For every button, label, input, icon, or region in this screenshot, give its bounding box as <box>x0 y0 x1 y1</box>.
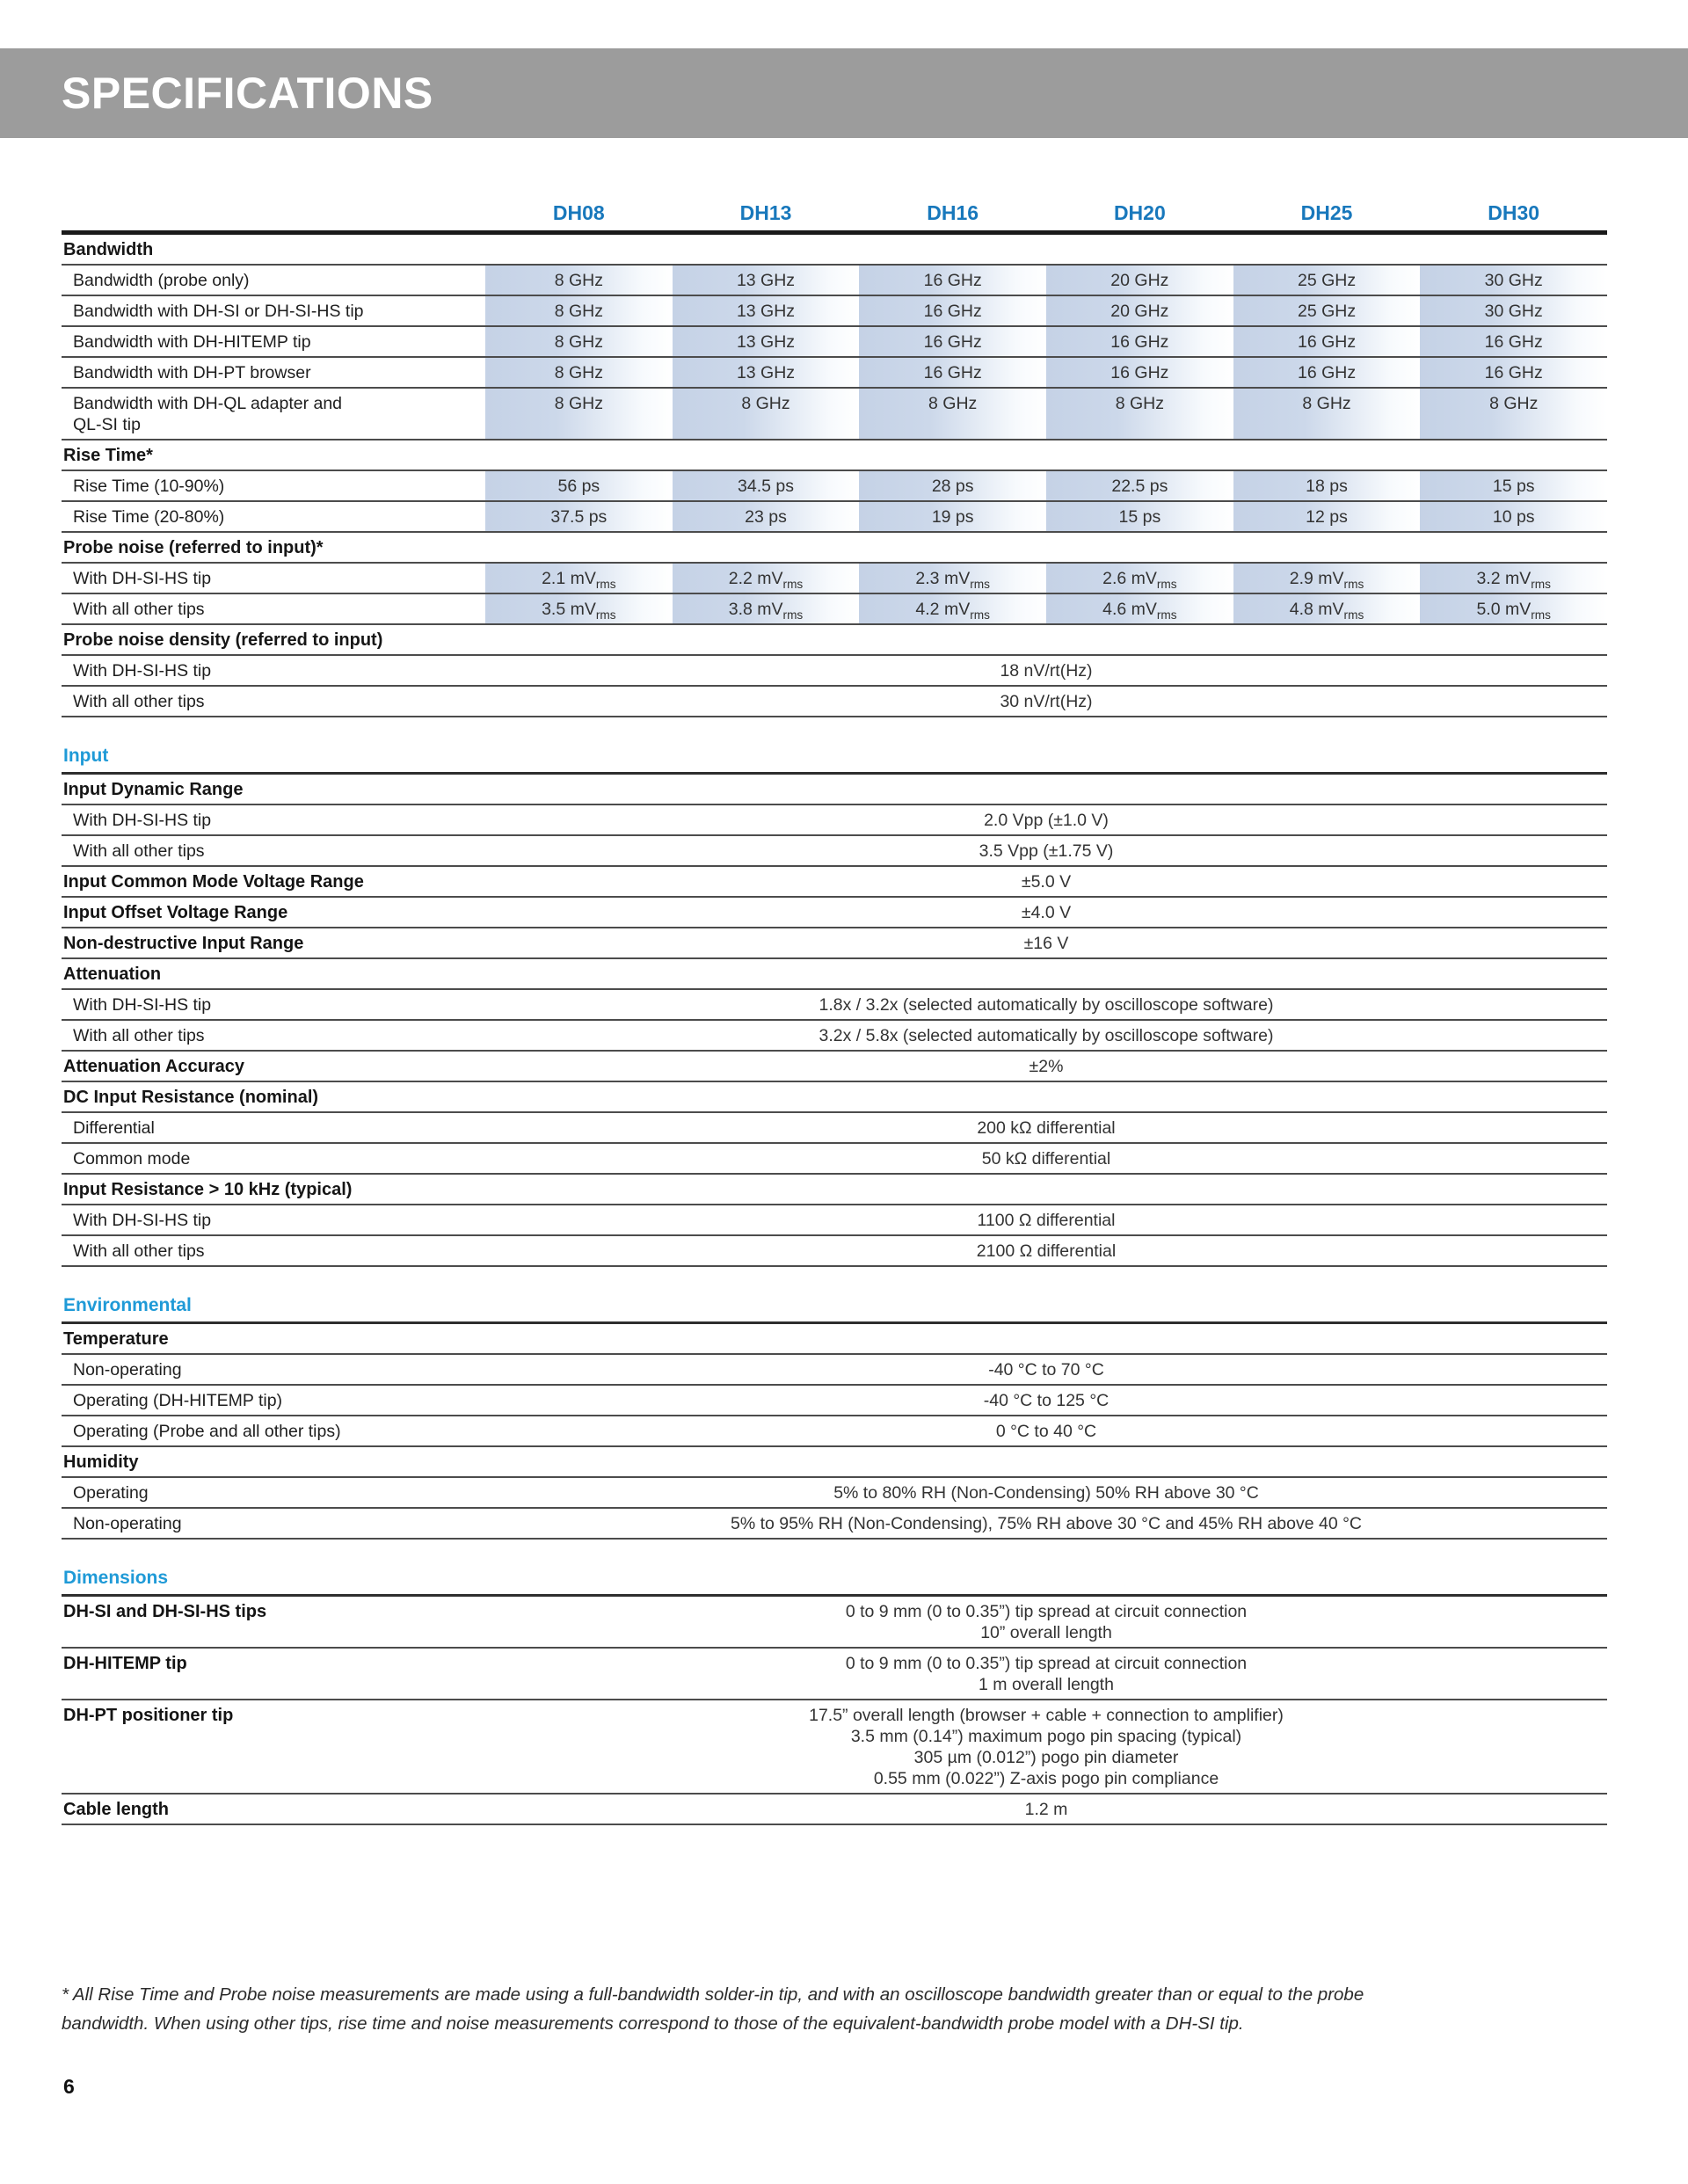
row-values <box>485 266 1607 295</box>
model-column-header: DH13 <box>739 201 792 224</box>
row-value-wide <box>485 1478 1607 1507</box>
value-line: 200 kΩ differential <box>977 1118 1116 1138</box>
value-line: 1100 Ω differential <box>977 1211 1116 1230</box>
row-values <box>485 594 1607 623</box>
footnote <box>62 1980 1628 2038</box>
group-header: Input Dynamic Range <box>62 775 1607 805</box>
value-cell <box>859 594 1046 623</box>
value-cell <box>673 564 860 593</box>
table-row <box>62 1052 1607 1082</box>
value-text: 20 GHz <box>1110 302 1169 321</box>
value-text: 10 ps <box>1492 507 1535 527</box>
value-cell <box>1233 594 1421 623</box>
row-value-wide <box>485 805 1607 834</box>
footnote-line: bandwidth. When using other tips, rise time and noise measurements correspond to those of the equivalent-bandwidth probe model with a DH-SI tip. <box>62 2013 1244 2034</box>
group-header: Bandwidth <box>62 235 1607 266</box>
value-line: 3.5 Vpp (±1.75 V) <box>979 841 1114 861</box>
row-value-wide <box>485 1649 1607 1699</box>
value-cell <box>485 564 673 593</box>
value-line: 2100 Ω differential <box>976 1241 1117 1261</box>
value-cell <box>1420 266 1607 295</box>
row-label: With DH-SI-HS tip <box>73 811 212 830</box>
row-label: With all other tips <box>73 692 205 711</box>
value-line: 50 kΩ differential <box>981 1149 1111 1168</box>
value-text: 16 GHz <box>923 363 982 382</box>
row-label: Differential <box>73 1118 155 1138</box>
row-label-line: Bandwidth with DH-QL adapter and <box>73 394 343 413</box>
value-text: 2.1 mV <box>542 569 596 588</box>
value-cell <box>485 502 673 531</box>
value-line: 18 nV/rt(Hz) <box>1000 661 1093 681</box>
row-values <box>485 471 1607 500</box>
row-value-wide <box>485 898 1607 927</box>
row-label: DH-PT positioner tip <box>63 1706 234 1725</box>
value-line: 10” overall length <box>980 1623 1112 1642</box>
value-cell <box>1046 296 1233 325</box>
value-text: 2.9 mV <box>1289 569 1344 588</box>
row-label: With DH-SI-HS tip <box>73 1211 212 1230</box>
row-label: DH-HITEMP tip <box>63 1654 187 1673</box>
row-label: Attenuation Accuracy <box>63 1057 244 1076</box>
value-text: 20 GHz <box>1110 271 1169 290</box>
value-text: 8 GHz <box>554 332 603 352</box>
row-value-wide <box>485 1144 1607 1173</box>
row-label: Cable length <box>63 1800 170 1819</box>
table-row <box>62 687 1607 717</box>
row-value-wide <box>485 1509 1607 1538</box>
value-text: 3.5 mV <box>542 600 596 619</box>
group-header: Attenuation <box>62 959 1607 990</box>
table-row <box>62 1416 1607 1447</box>
table-row <box>62 867 1607 898</box>
table-row <box>62 990 1607 1021</box>
table-row <box>62 327 1607 358</box>
row-value-wide <box>485 656 1607 685</box>
value-text: 13 GHz <box>736 332 796 352</box>
row-label: Input Offset Voltage Range <box>63 903 288 922</box>
value-line: ±4.0 V <box>1021 903 1072 922</box>
value-text: 15 ps <box>1118 507 1161 527</box>
value-cell <box>1046 471 1233 500</box>
value-cell <box>485 327 673 356</box>
value-cell <box>859 389 1046 439</box>
table-row <box>62 502 1607 533</box>
value-cell <box>859 564 1046 593</box>
table-row <box>62 1795 1607 1825</box>
section-header: Dimensions <box>62 1564 1607 1597</box>
row-label: Bandwidth with DH-SI or DH-SI-HS tip <box>73 302 364 321</box>
value-cell <box>1046 502 1233 531</box>
value-line: 0 °C to 40 °C <box>995 1422 1097 1441</box>
group-header: Rise Time* <box>62 440 1607 471</box>
table-row <box>62 471 1607 502</box>
table-row <box>62 836 1607 867</box>
value-text: 18 ps <box>1306 477 1348 496</box>
model-column-header: DH08 <box>552 201 605 224</box>
row-values <box>485 327 1607 356</box>
value-text: 8 GHz <box>928 394 978 413</box>
row-value-wide <box>485 836 1607 865</box>
value-cell <box>1233 389 1421 439</box>
value-line: 5% to 95% RH (Non-Condensing), 75% RH above 30 °C and 45% RH above 40 °C <box>731 1514 1362 1533</box>
row-label: With DH-SI-HS tip <box>73 661 212 681</box>
value-text: 8 GHz <box>554 394 603 413</box>
value-text: 2.3 mV <box>915 569 971 588</box>
value-cell <box>1420 296 1607 325</box>
page-title: SPECIFICATIONS <box>62 69 433 118</box>
value-line: 3.2x / 5.8x (selected automatically by oscilloscope software) <box>819 1026 1274 1045</box>
row-value-wide <box>485 928 1607 957</box>
value-cell <box>1233 471 1421 500</box>
value-unit-subscript: rms <box>782 577 804 591</box>
table-row <box>62 296 1607 327</box>
value-text: 16 GHz <box>923 332 982 352</box>
value-cell <box>485 358 673 387</box>
value-line: 5% to 80% RH (Non-Condensing) 50% RH above 30 °C <box>833 1483 1259 1503</box>
value-cell <box>859 502 1046 531</box>
row-value-wide <box>485 867 1607 896</box>
value-cell <box>1233 266 1421 295</box>
value-cell <box>859 266 1046 295</box>
row-values <box>485 296 1607 325</box>
row-label: Operating (Probe and all other tips) <box>73 1422 341 1441</box>
row-label <box>62 389 485 439</box>
value-text: 13 GHz <box>736 271 796 290</box>
value-text: 8 GHz <box>554 302 603 321</box>
row-value-wide <box>485 1236 1607 1265</box>
value-cell <box>673 502 860 531</box>
value-line: 1 m overall length <box>979 1675 1114 1694</box>
value-line: ±5.0 V <box>1021 872 1072 892</box>
table-row <box>62 358 1607 389</box>
row-label: Operating <box>73 1483 149 1503</box>
value-unit-subscript: rms <box>595 608 616 622</box>
row-label: Common mode <box>73 1149 191 1168</box>
value-cell <box>485 266 673 295</box>
value-cell <box>673 594 860 623</box>
row-value-wide <box>485 1386 1607 1415</box>
value-text: 13 GHz <box>736 363 796 382</box>
row-label: With all other tips <box>73 1026 205 1045</box>
value-line: 3.5 mm (0.14”) maximum pogo pin spacing (typical) <box>850 1727 1242 1746</box>
value-unit-subscript: rms <box>782 608 804 622</box>
value-text: 22.5 ps <box>1111 477 1168 496</box>
table-row <box>62 1649 1607 1700</box>
value-cell <box>1046 564 1233 593</box>
value-line: 305 µm (0.012”) pogo pin diameter <box>913 1748 1179 1767</box>
row-value-wide <box>485 990 1607 1019</box>
value-text: 16 GHz <box>923 271 982 290</box>
value-text: 25 GHz <box>1297 271 1357 290</box>
row-value-wide <box>485 1700 1607 1793</box>
value-unit-subscript: rms <box>1531 577 1551 591</box>
value-text: 2.6 mV <box>1102 569 1157 588</box>
model-column-header: DH30 <box>1488 201 1540 224</box>
row-value-wide <box>485 1052 1607 1081</box>
model-header-spacer <box>62 202 485 223</box>
table-row <box>62 898 1607 928</box>
group-header: Probe noise density (referred to input) <box>62 625 1607 656</box>
table-row <box>62 564 1607 594</box>
value-unit-subscript: rms <box>1531 608 1551 622</box>
value-text: 37.5 ps <box>550 507 608 527</box>
value-unit-subscript: rms <box>1156 608 1177 622</box>
table-row <box>62 1236 1607 1267</box>
table-row <box>62 1355 1607 1386</box>
page-header-band <box>0 48 1688 138</box>
value-cell <box>673 266 860 295</box>
row-values <box>485 358 1607 387</box>
table-row <box>62 1700 1607 1795</box>
value-text: 8 GHz <box>554 271 603 290</box>
value-unit-subscript: rms <box>970 608 990 622</box>
value-line: 0 to 9 mm (0 to 0.35”) tip spread at circuit connection <box>845 1654 1248 1673</box>
value-cell <box>1233 296 1421 325</box>
value-text: 34.5 ps <box>738 477 794 496</box>
row-value-wide <box>485 1597 1607 1647</box>
row-value-wide <box>485 1113 1607 1142</box>
value-cell <box>1046 327 1233 356</box>
table-row <box>62 389 1607 440</box>
spec-table <box>62 197 1607 1825</box>
row-label: Rise Time (20-80%) <box>73 507 225 527</box>
row-label: Operating (DH-HITEMP tip) <box>73 1391 283 1410</box>
model-column-header: DH25 <box>1300 201 1353 224</box>
value-text: 30 GHz <box>1484 271 1543 290</box>
value-line: -40 °C to 70 °C <box>988 1360 1104 1380</box>
value-text: 25 GHz <box>1297 302 1357 321</box>
value-text: 8 GHz <box>554 363 603 382</box>
row-label: Bandwidth with DH-HITEMP tip <box>73 332 311 352</box>
table-row <box>62 1478 1607 1509</box>
value-line: 1.2 m <box>1024 1800 1068 1819</box>
row-label: Non-operating <box>73 1360 182 1380</box>
value-cell <box>1233 502 1421 531</box>
row-values <box>485 502 1607 531</box>
value-line: ±2% <box>1029 1057 1064 1076</box>
value-line: 1.8x / 3.2x (selected automatically by oscilloscope software) <box>819 995 1274 1015</box>
value-line: 0 to 9 mm (0 to 0.35”) tip spread at circuit connection <box>845 1602 1248 1621</box>
value-line: ±16 V <box>1023 934 1069 953</box>
table-row <box>62 805 1607 836</box>
row-value-wide <box>485 1205 1607 1234</box>
value-cell <box>1420 389 1607 439</box>
row-value-wide <box>485 1021 1607 1050</box>
value-cell <box>673 471 860 500</box>
value-cell <box>1233 564 1421 593</box>
value-text: 16 GHz <box>1110 363 1169 382</box>
group-header: Humidity <box>62 1447 1607 1478</box>
model-header-row <box>62 197 1607 235</box>
value-text: 4.6 mV <box>1102 600 1157 619</box>
row-label-line: QL-SI tip <box>73 415 141 434</box>
value-cell <box>485 389 673 439</box>
row-label: Non-destructive Input Range <box>63 934 304 953</box>
value-cell <box>485 296 673 325</box>
value-text: 16 GHz <box>1484 363 1543 382</box>
group-header: DC Input Resistance (nominal) <box>62 1082 1607 1113</box>
model-column-header: DH20 <box>1113 201 1166 224</box>
value-text: 8 GHz <box>1115 394 1164 413</box>
table-row <box>62 1021 1607 1052</box>
value-line: 0.55 mm (0.022”) Z-axis pogo pin compliance <box>873 1769 1219 1788</box>
row-label: Bandwidth with DH-PT browser <box>73 363 311 382</box>
row-label: Non-operating <box>73 1514 182 1533</box>
page-number: 6 <box>63 2075 75 2098</box>
value-line: 17.5” overall length (browser + cable + connection to amplifier) <box>809 1706 1284 1725</box>
row-label: With all other tips <box>73 841 205 861</box>
value-cell <box>859 471 1046 500</box>
row-label: With all other tips <box>73 600 205 619</box>
value-cell <box>1420 327 1607 356</box>
value-cell <box>859 296 1046 325</box>
value-line: 2.0 Vpp (±1.0 V) <box>984 811 1109 830</box>
table-row <box>62 1509 1607 1540</box>
value-text: 16 GHz <box>1484 332 1543 352</box>
value-unit-subscript: rms <box>1343 608 1364 622</box>
value-cell <box>1046 594 1233 623</box>
value-cell <box>673 296 860 325</box>
table-row <box>62 656 1607 687</box>
footnote-line: * All Rise Time and Probe noise measurements are made using a full-bandwidth solder-in tip, and with an oscilloscope bandwidth greater than or equal to the probe <box>62 1984 1364 2005</box>
value-cell <box>859 358 1046 387</box>
table-row <box>62 1205 1607 1236</box>
row-label: Bandwidth (probe only) <box>73 271 250 290</box>
model-header-cells <box>485 202 1607 223</box>
value-text: 15 ps <box>1492 477 1535 496</box>
value-text: 30 GHz <box>1484 302 1543 321</box>
row-label: With all other tips <box>73 1241 205 1261</box>
value-text: 2.2 mV <box>728 569 783 588</box>
value-cell <box>1046 389 1233 439</box>
value-cell <box>673 389 860 439</box>
value-cell <box>1046 358 1233 387</box>
value-text: 28 ps <box>931 477 974 496</box>
value-text: 12 ps <box>1306 507 1348 527</box>
value-unit-subscript: rms <box>970 577 990 591</box>
value-text: 19 ps <box>931 507 974 527</box>
table-row <box>62 1386 1607 1416</box>
row-value-wide <box>485 1416 1607 1445</box>
row-value-wide <box>485 687 1607 716</box>
value-text: 3.2 mV <box>1476 569 1532 588</box>
value-text: 5.0 mV <box>1476 600 1532 619</box>
value-cell <box>1420 358 1607 387</box>
value-unit-subscript: rms <box>1156 577 1177 591</box>
value-text: 56 ps <box>557 477 600 496</box>
value-cell <box>1233 358 1421 387</box>
group-header: Probe noise (referred to input)* <box>62 533 1607 564</box>
value-text: 16 GHz <box>1297 332 1357 352</box>
model-column-header: DH16 <box>927 201 979 224</box>
value-unit-subscript: rms <box>1343 577 1364 591</box>
table-row <box>62 1597 1607 1649</box>
row-label: Rise Time (10-90%) <box>73 477 225 496</box>
value-cell <box>1046 266 1233 295</box>
value-unit-subscript: rms <box>595 577 616 591</box>
value-cell <box>673 327 860 356</box>
value-text: 23 ps <box>745 507 787 527</box>
value-cell <box>673 358 860 387</box>
row-value-wide <box>485 1355 1607 1384</box>
value-cell <box>1233 327 1421 356</box>
value-cell <box>1420 502 1607 531</box>
table-row <box>62 594 1607 625</box>
table-row <box>62 266 1607 296</box>
section-header: Environmental <box>62 1292 1607 1324</box>
value-text: 16 GHz <box>1110 332 1169 352</box>
value-text: 13 GHz <box>736 302 796 321</box>
group-header: Temperature <box>62 1324 1607 1355</box>
row-label: Input Common Mode Voltage Range <box>63 872 364 892</box>
value-text: 4.2 mV <box>915 600 971 619</box>
row-values <box>485 564 1607 593</box>
row-values <box>485 389 1607 439</box>
value-text: 16 GHz <box>1297 363 1357 382</box>
value-text: 8 GHz <box>1489 394 1539 413</box>
value-line: 30 nV/rt(Hz) <box>1000 692 1093 711</box>
value-cell <box>1420 594 1607 623</box>
value-text: 4.8 mV <box>1289 600 1344 619</box>
value-cell <box>485 594 673 623</box>
value-text: 8 GHz <box>741 394 790 413</box>
value-cell <box>1420 471 1607 500</box>
group-header: Input Resistance > 10 kHz (typical) <box>62 1175 1607 1205</box>
table-row <box>62 1144 1607 1175</box>
table-row <box>62 928 1607 959</box>
value-cell <box>1420 564 1607 593</box>
value-line: -40 °C to 125 °C <box>983 1391 1110 1410</box>
row-label: With DH-SI-HS tip <box>73 569 212 588</box>
value-cell <box>859 327 1046 356</box>
value-text: 8 GHz <box>1302 394 1351 413</box>
row-label: DH-SI and DH-SI-HS tips <box>63 1602 267 1621</box>
table-row <box>62 1113 1607 1144</box>
row-label: With DH-SI-HS tip <box>73 995 212 1015</box>
section-header: Input <box>62 742 1607 775</box>
row-value-wide <box>485 1795 1607 1824</box>
value-cell <box>485 471 673 500</box>
value-text: 16 GHz <box>923 302 982 321</box>
value-text: 3.8 mV <box>728 600 783 619</box>
